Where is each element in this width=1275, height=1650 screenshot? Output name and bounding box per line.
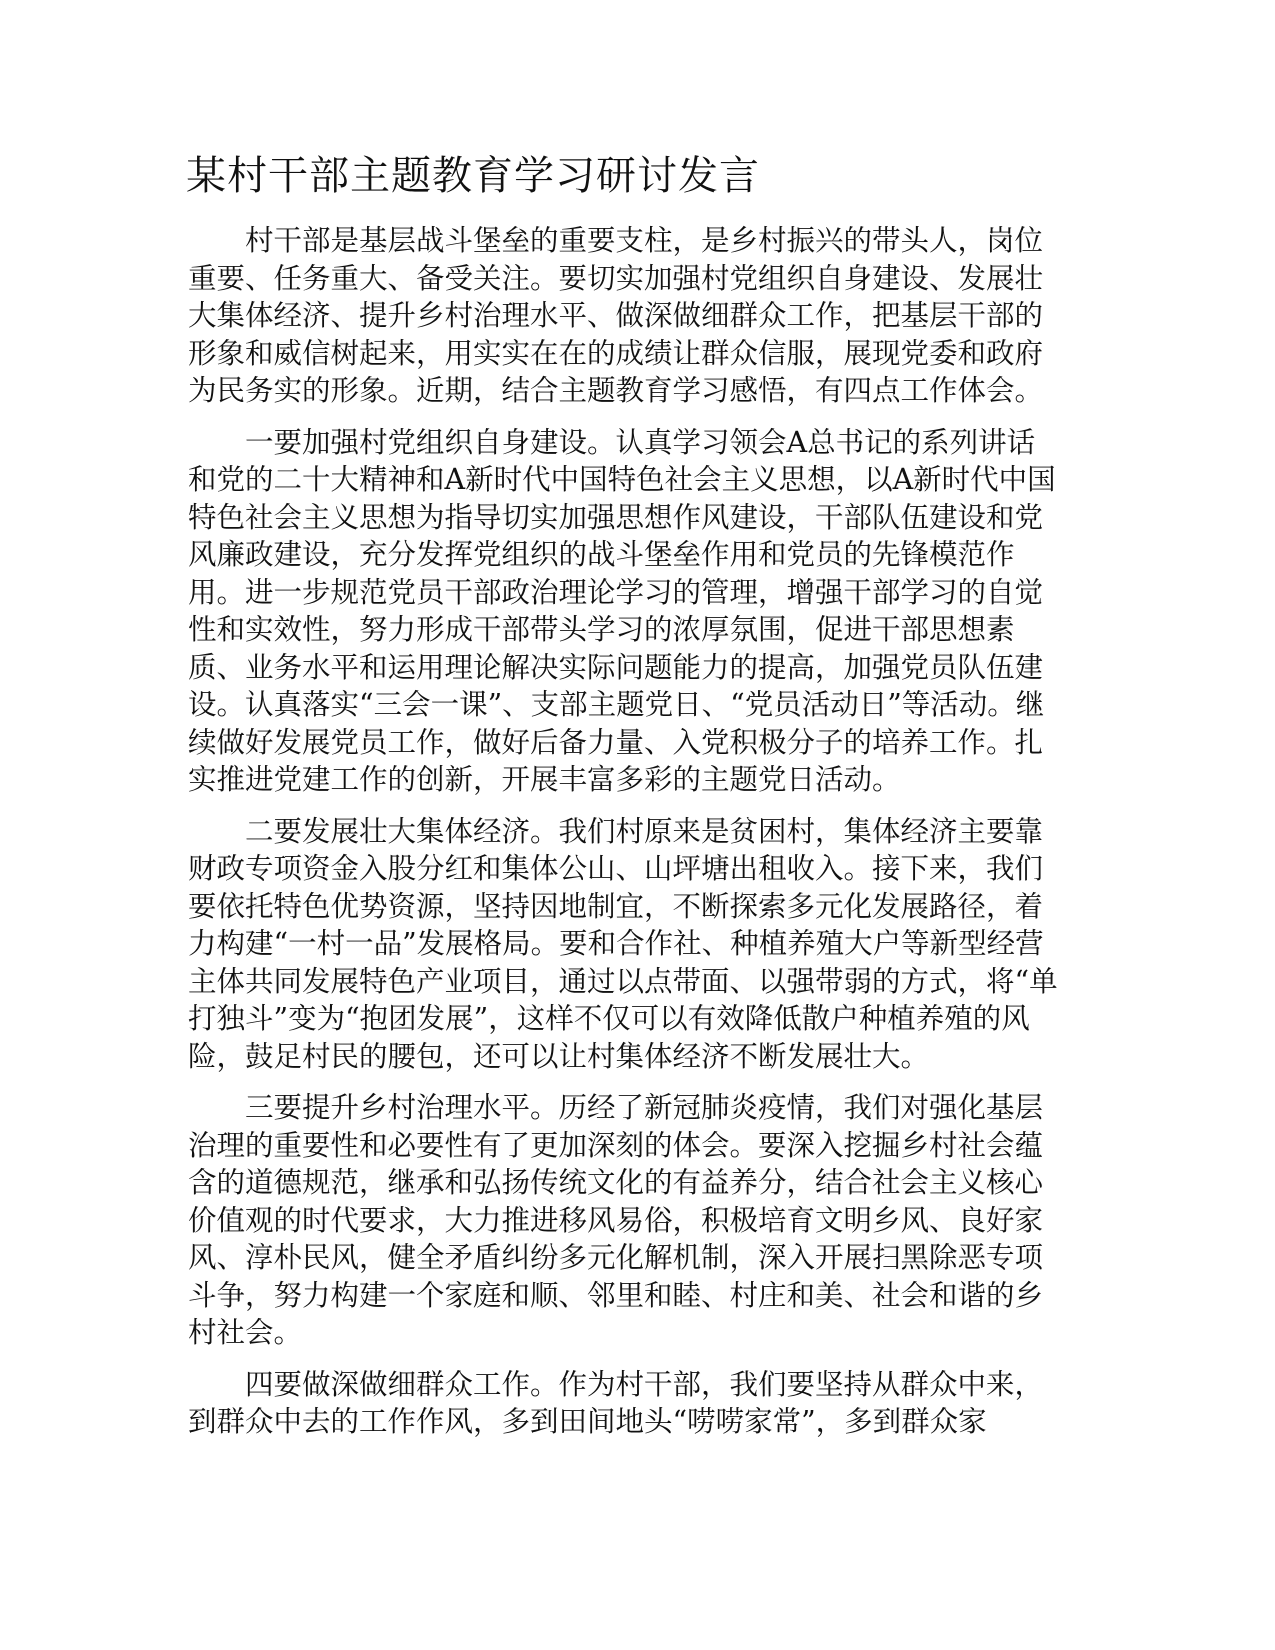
collective-economy-paragraph: 二要发展壮大集体经济。我们村原来是贫困村，集体经济主要靠财政专项资金入股分红和集体公山、山坪塘出租收入。接下来，我们要依托特色优势资源，坚持因地制宜，不断探索多元化发展路径，着力构建“一村一品”发展格局。要和合作社、种植养殖大户等新型经营主体共同发展特色产业项目，通过以点带面、以强带弱的方式，将“单打独斗”变为“抱团发展”，这样不仅可以有效降低散户种植养殖的风险，鼓足村民的腰包，还可以让村集体经济不断发展壮大。 <box>188 814 1058 1073</box>
intro-paragraph: 村干部是基层战斗堡垒的重要支柱，是乡村振兴的带头人，岗位重要、任务重大、备受关注。要切实加强村党组织自身建设、发展壮大集体经济、提升乡村治理水平、做深做细群众工作，把基层干部的形象和威信树起来，用实实在在的成绩让群众信服，展现党委和政府为民务实的形象。近期，结合主题教育学习感悟，有四点工作体会。 <box>188 224 1044 407</box>
rural-governance-paragraph: 三要提升乡村治理水平。历经了新冠肺炎疫情，我们对强化基层治理的重要性和必要性有了更加深刻的体会。要深入挖掘乡村社会蕴含的道德规范，继承和弘扬传统文化的有益养分，结合社会主义核心价值观的时代要求，大力推进移风易俗，积极培育文明乡风、良好家风、淳朴民风，健全矛盾纠纷多元化解机制，深入开展扫黑除恶专项斗争，努力构建一个家庭和顺、邻里和睦、村庄和美、社会和谐的乡村社会。 <box>188 1091 1044 1349</box>
document-title: 某村干部主题教育学习研讨发言 <box>186 153 760 199</box>
mass-work-paragraph: 四要做深做细群众工作。作为村干部，我们要坚持从群众中来，到群众中去的工作作风，多到田间地头“唠唠家常”，多到群众家 <box>188 1367 1044 1438</box>
party-building-paragraph: 一要加强村党组织自身建设。认真学习领会A总书记的系列讲话和党的二十大精神和A新时代中国特色社会主义思想，以A新时代中国特色社会主义思想为指导切实加强思想作风建设，干部队伍建设和党风廉政建设，充分发挥党组织的战斗堡垒作用和党员的先锋模范作用。进一步规范党员干部政治理论学习的管理，增强干部学习的自觉性和实效性，努力形成干部带头学习的浓厚氛围，促进干部思想素质、业务水平和运用理论解决实际问题能力的提高，加强党员队伍建设。认真落实“三会一课”、支部主题党日、“党员活动日”等活动。继续做好发展党员工作，做好后备力量、入党积极分子的培养工作。扎实推进党建工作的创新，开展丰富多彩的主题党日活动。 <box>188 425 1056 796</box>
document-body <box>188 222 1060 1455</box>
